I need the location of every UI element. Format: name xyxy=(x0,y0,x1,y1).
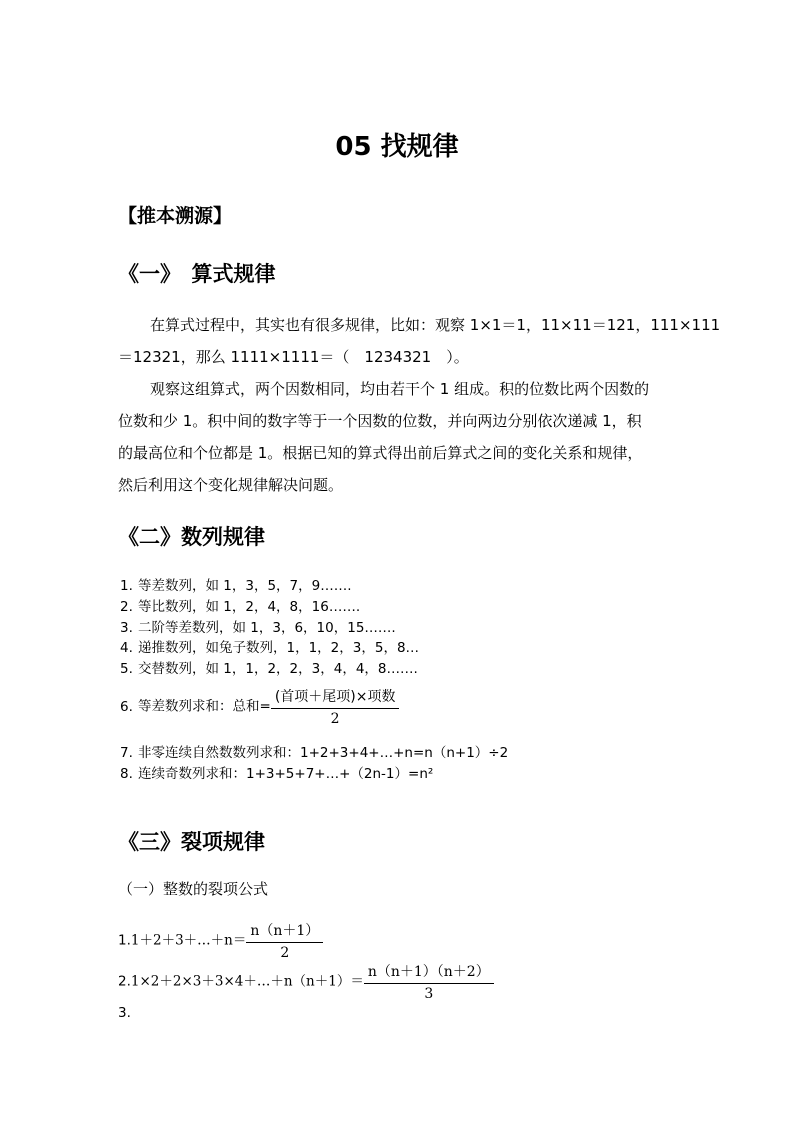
list-item xyxy=(120,574,352,594)
sec1-p2-line2: 位数和少 1。积中间的数字等于一个因数的位数，并向两边分别依次递减 1，积 xyxy=(118,412,642,430)
fraction xyxy=(364,961,494,1002)
list-item-text: 等比数列，如 1，2，4，8，16……. xyxy=(138,599,361,615)
list-item-text: 非零连续自然数数列求和：1+2+3+4+…+n=n（n+1）÷2 xyxy=(138,745,509,761)
list-item-number: 2. xyxy=(120,599,133,615)
formula-number: 2. xyxy=(118,973,131,990)
list-item-number: 6. xyxy=(120,698,133,715)
sec3-subheading: （一）整数的裂项公式 xyxy=(118,880,269,898)
list-item-text: 等差数列，如 1，3，5，7，9……. xyxy=(138,578,352,594)
sec1-p1-line1: 在算式过程中，其实也有很多规律，比如：观察 1×1＝1，11×11＝121，111×111 xyxy=(150,316,721,334)
formula-lhs: 1＋2＋3＋…＋n＝ xyxy=(130,932,247,949)
section-2-heading: 《二》数列规律 xyxy=(118,525,265,549)
sec1-p1-line2: ＝12321，那么 1111×1111＝（ 1234321 ）。 xyxy=(118,348,469,366)
list-item xyxy=(120,657,418,677)
fraction-numerator: n（n＋1） xyxy=(246,920,323,943)
list-item xyxy=(120,595,360,615)
section-main-heading: 【推本溯源】 xyxy=(118,205,233,227)
formula-2 xyxy=(118,961,494,1002)
list-item xyxy=(120,741,508,761)
section-1-heading: 《一》 算式规律 xyxy=(118,262,276,286)
section-3-heading: 《三》裂项规律 xyxy=(118,830,265,854)
sec1-p2-line1: 观察这组算式，两个因数相同，均由若干个 1 组成。积的位数比两个因数的 xyxy=(150,380,650,398)
list-item-text: 等差数列求和：总和= xyxy=(138,698,271,715)
fraction xyxy=(246,920,323,961)
list-item-number: 5. xyxy=(120,661,133,677)
list-item-number: 7. xyxy=(120,745,133,761)
formula-3 xyxy=(118,1005,131,1021)
fraction-numerator: (首项＋尾项)×项数 xyxy=(271,686,400,709)
list-item xyxy=(120,616,396,636)
formula-number: 1. xyxy=(118,932,131,949)
sec1-p2-line3: 的最高位和个位都是 1。根据已知的算式得出前后算式之间的变化关系和规律， xyxy=(118,444,643,462)
list-item xyxy=(120,636,419,656)
list-item xyxy=(120,762,433,782)
list-item-text: 连续奇数列求和：1+3+5+7+…+（2n-1）=n² xyxy=(138,766,434,782)
fraction-denominator: 2 xyxy=(280,945,290,961)
list-item-number: 3. xyxy=(120,620,133,636)
list-item-text: 递推数列，如兔子数列，1，1，2，3，5，8… xyxy=(138,640,420,656)
formula-number: 3. xyxy=(118,1005,131,1021)
fraction-denominator: 3 xyxy=(424,986,434,1002)
list-item-text: 交替数列，如 1，1，2，2，3，4，4，8……. xyxy=(138,661,418,677)
list-item-sum-formula xyxy=(120,686,399,727)
sec1-p2-line4: 然后利用这个变化规律解决问题。 xyxy=(118,476,344,494)
fraction-numerator: n（n＋1）（n＋2） xyxy=(364,961,494,984)
fraction xyxy=(271,686,400,727)
formula-1 xyxy=(118,920,323,961)
list-item-number: 8. xyxy=(120,766,133,782)
list-item-text: 二阶等差数列，如 1，3，6，10，15……. xyxy=(138,620,396,636)
list-item-number: 1. xyxy=(120,578,133,594)
list-item-number: 4. xyxy=(120,640,133,656)
page-title: 05 找规律 xyxy=(335,132,459,162)
formula-lhs: 1×2＋2×3＋3×4＋…＋n（n＋1）＝ xyxy=(130,973,364,990)
fraction-denominator: 2 xyxy=(330,711,340,727)
